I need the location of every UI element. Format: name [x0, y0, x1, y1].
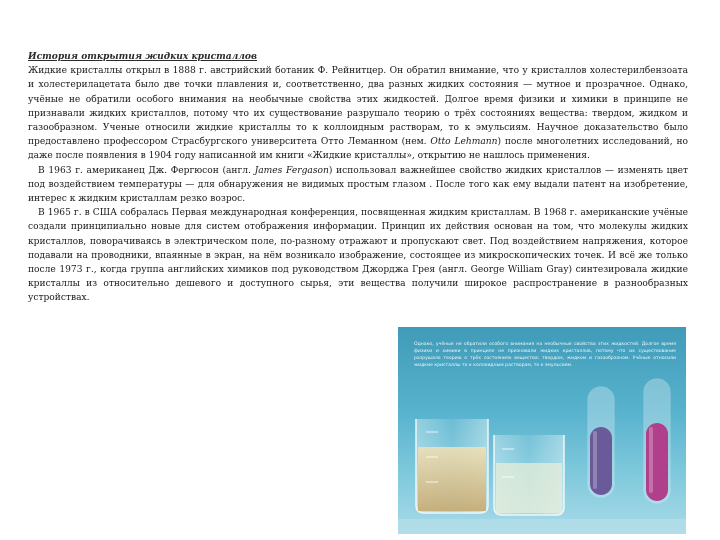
test-tube-magenta: [644, 379, 670, 503]
slide-caption: Однако, учёные не обратили особого внимания на необычные свойства этих жидкостей. Долгое время физики и химики в принципе не признавали жидких кристаллов, потому что их существование разрушало теорию о трёх состояниях вещества: твердом, жидком и газообразном. Учёные относили жидкие кристаллы то к коллоидным растворам, то к эмульсиям.: [414, 342, 676, 368]
paragraph-2-text: В 1963 г. американец Дж. Фергюсон (англ.: [38, 165, 255, 176]
document-body: [28, 50, 688, 306]
paragraph-1: [28, 64, 688, 163]
beaker-left: [416, 419, 488, 513]
beaker-middle: [494, 435, 564, 515]
paragraph-1-italic: Otto Lehmann: [430, 137, 498, 148]
paragraph-1-text: Жидкие кристаллы открыл в 1888 г. австрийский ботаник Ф. Рейнитцер. Он обратил внимание, что у кристаллов холестерилбензоата и холестерилацетата было две точки плавления и, соответственно, два разных жидких состояния — мутное и прозрачное. Однако, учёные не обратили особого внимания на необычные свойства этих жидкостей. Долгое время физики и химики в принципе не признавали жидких кристаллов, потому что их существование разрушало теорию о трёх состояниях вещества: твердом, жидком и газообразном. Ученые относили жидкие кристаллы то к коллоидным растворам, то к эмульсиям. Научное доказательство было предоставлено профессором Страсбургского университета Отто Леманном (нем.: [28, 66, 688, 148]
paragraph-3: В 1965 г. в США собралась Первая международная конференция, посвященная жидким кристаллам. В 1968 г. американские учёные создали принципиально новые для систем отображения информации. Принцип их действия основан на том, что молекулы жидких кристаллов, поворачиваясь в электрическом поле, по-разному отражают и пропускают свет. Под воздействием напряжения, которое подавали на проводники, впаянные в экран, на нём возникало изображение, состоящее из микроскопических точек. И всё же только после 1973 г., когда группа английских химиков под руководством Джорджа Грея (англ. George William Gray) синтезировала жидкие кристаллы из относительно дешевого и доступного сырья, эти вещества получили широкое распространение в разнообразных устройствах.: [28, 208, 688, 304]
paragraph-2-italic: James Fergason: [254, 165, 329, 176]
test-tube-blue: [588, 387, 614, 497]
paragraph-2-end: ) использовал важнейшее свойство жидких кристаллов — изменять цвет под воздействием температуры — для обнаружения не видимых простым глазом . После того как ему выдали патент на изобретение, интерес к жидким кристаллам резко возрос.: [28, 165, 689, 205]
paragraph-1-end: ) после многолетних исследований, но даже после появления в 1904 году написанной им книги «Жидкие кристаллы», открытию не нашлось применения.: [28, 137, 688, 162]
document-title: История открытия жидких кристаллов: [28, 51, 257, 62]
paragraph-2: [28, 164, 688, 207]
slide-image: [398, 327, 686, 534]
